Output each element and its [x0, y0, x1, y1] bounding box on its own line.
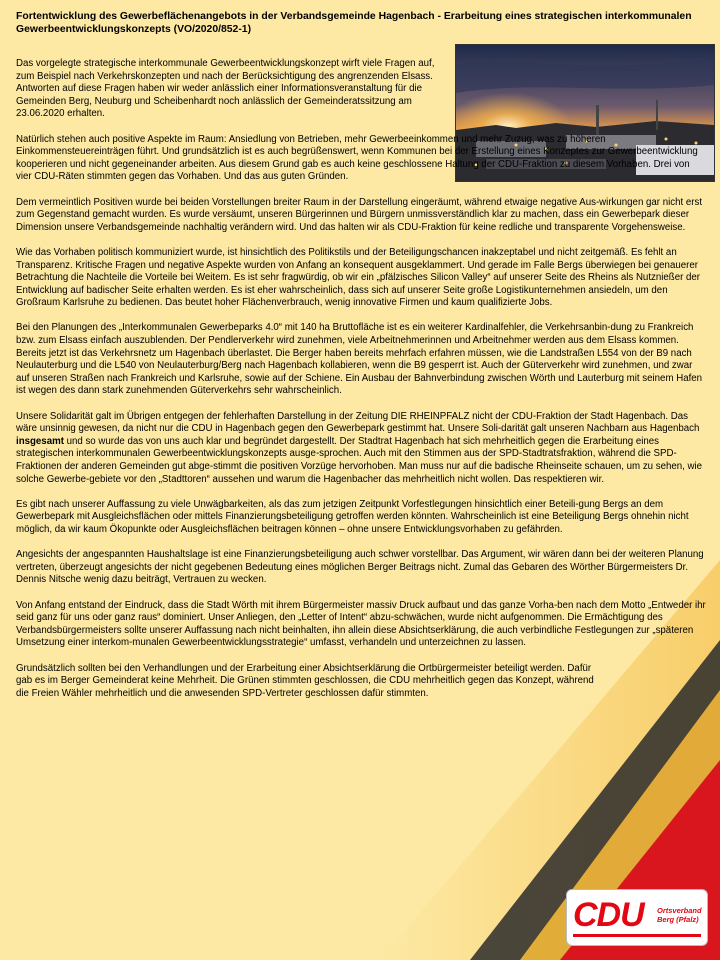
paragraph-6-part-2: und so wurde das von uns auch klar und begründet dargestellt. Der Stadtrat Hagenbach hat sich mehrheitlich gegen die Erarbeitung eines strategischen interkommunalen Gewerbeentwicklungskonzepts ausge-sprochen. Auch mit den Stimmen aus der SPD-Stadtratsfraktion, während die SPD-Fraktionen der anderen Gemeinden gut abge-stimmt die positiven Vorzüge hervorhoben. Man muss nur auf die badische Rheinseite schauen, um zu sehen, wie solche Gewerbe-gebiete vor den „Stadttoren“ aussehen und warum die Hagenbacher das mehrheitlich nicht wollen. Das respektieren wir. [16, 435, 703, 485]
logo-wordmark: CDU [573, 896, 644, 934]
logo-underline [573, 934, 701, 937]
article-body [16, 58, 706, 713]
paragraph-5: Bei den Planungen des „Interkommunalen Gewerbeparks 4.0“ mit 140 ha Bruttofläche ist es ein weiterer Kardinalfehler, die Verkehrsanbin-dung zu Frankreich bzw. zum Elsass einfach auszublenden. Der Pendlerverkehr wird zunehmen, viele Arbeitnehmerinnen und Arbeitnehmer werden aus dem Elsass kommen. Bereits jetzt ist das Verkehrsnetz um Hagenbach überlastet. Die Berger haben bereits mehrfach erfahren müssen, wie die Landstraßen L554 von der B9 nach Neulauterburg und die L540 von Neulauterburg/Berg nach Hagenbach kollabieren, wenn die B9 gesperrt ist. Auch der Güterverkehr wird zunehmen, und zwar auf unseren Straßen nach Frankreich und Karlsruhe, sowie auf der Schiene. Ein Ausbau der Bahnverbindung zwischen Wörth und Lauterburg mit seinem Hafen ist wegen des dann stark zunehmenden Güterverkehrs sehr wahrscheinlich. [16, 322, 703, 397]
paragraph-6-emphasis: insgesamt [16, 435, 64, 447]
paragraph-8: Angesichts der angespannten Haushaltslage ist eine Finanzierungsbeteiligung auch schwer vorstellbar. Das Argument, wir wären dann bei der weiteren Planung vertreten, überzeugt angesichts der nicht gegebenen Bedeutung eines möglichen Berger Beitrags nicht. Zumal das Gebaren des Wörther Bürgermeisters Dr. Dennis Nitsche wenig dazu beiträgt, Vertrauen zu wecken. [16, 549, 704, 586]
paragraph-6-part-1: Unsere Solidarität galt im Übrigen entgegen der fehlerhaften Darstellung in der Zeitung DIE RHEINPFALZ nicht der CDU-Fraktion der Stadt Hagenbach. Das wäre unsinnig gewesen, da nicht nur die CDU in Hagenbach gegen den Gewerbepark gestimmt hat. Unsere Soli-darität galt unseren Nachbarn aus Hagenbach [16, 410, 700, 435]
cdu-logo [566, 889, 708, 946]
paragraph-2: Natürlich stehen auch positive Aspekte im Raum: Ansiedlung von Betrieben, mehr Gewerbeeinkommen und mehr Zuzug, was zu höheren Einkommensteuereinträgen führt. Und grundsätzlich ist es auch begrüßenswert, wenn Kommunen bei der Erstellung eines Konzeptes zur Gewerbeentwicklung kooperieren und nicht gegeneinander arbeiten. Aus diesem Grund gab es auch keine geschlossene Haltung der CDU-Fraktion zu diesem Vorhaben. Drei von vier CDU-Räten stimmten gegen das Vorhaben. Und das aus guten Gründen. [16, 133, 698, 183]
paragraph-4: Wie das Vorhaben politisch kommuniziert wurde, ist hinsichtlich des Politikstils und der Beteiligungschancen inakzeptabel und nicht zeitgemäß. Es fehlt an Transparenz. Kritische Fragen und negative Aspekte wurden von Anfang an konsequent ausgeklammert. Und gerade im Falle Bergs überwiegen bei genauerer Betrachtung die Nachteile die Vorteile bei Weitem. Es ist sehr fragwürdig, ob wir ein „pfälzisches Silicon Valley“ auf unserer Seite des Rheins als Nutznießer der Entwicklung auf badischer Seite erhalten werden. Es ist eher wahrscheinlich, dass sich auf unserer Seite große Logistikunternehmen ansiedeln, um den Großraum Karlsruhe zu bedienen. Das beutet hoher Flächenverbrauch, wenig innovative Firmen und kaum qualifizierte Jobs. [16, 246, 701, 309]
paragraph-6 [16, 411, 706, 487]
paragraph-3: Dem vermeintlich Positiven wurde bei beiden Vorstellungen breiter Raum in der Darstellung eingeräumt, während etwaige negative Aus-wirkungen gar nicht erst zum Gegenstand gemacht wurden. Es wurde versäumt, unseren Bürgerinnen und Bürgern unmissverständlich klar zu machen, dass ein Gewerbepark dieser Dimension unsere Verbandsgemeinde nachhaltig verändern wird. Und das halten wir als CDU-Fraktion für keine redliche und transparente Vorgehensweise. [16, 196, 703, 233]
document-title: Fortentwicklung des Gewerbeflächenangebots in der Verbandsgemeinde Hagenbach - Erarbeitung eines strategischen interkommunalen Gewerbeentwicklungskonzepts (VO/2020/852-1) [16, 11, 692, 35]
logo-subtitle [657, 906, 705, 924]
paragraph-9: Von Anfang entstand der Eindruck, dass die Stadt Wörth mit ihrem Bürgermeister massiv Druck aufbaut und das ganze Vorha-ben nach dem Motto „Entweder ihr seid ganz für uns oder ganz raus“ dominiert. Unser Anliegen, den „Letter of Intent“ abzu-schwächen, wurde nicht aufgenommen. Die Ermächtigung des Verbandsbürgermeisters sollte unserer Auffassung nach nicht beinhalten, ihn allein diese Absichtserklärung, die auch verbindliche Festlegungen zur „späteren Umsetzung einer interkom-munalen Gewerbeentwicklungsstrategie“ umfasst, verhandeln und unterzeichnen zu lassen. [16, 599, 706, 649]
paragraph-1: Das vorgelegte strategische interkommunale Gewerbeentwicklungskonzept wirft viele Fragen auf, zum Beispiel nach Verkehrskonzepten und nach der Berücksichtigung des angrenzenden Elsass. Antworten auf diese Fragen haben wir weder anlässlich einer Informationsveranstaltung für die Gemeinden Berg, Neuburg und Scheibenhardt noch anlässlich der Gemeinderatssitzung am 23.06.2020 erhalten. [16, 58, 435, 120]
logo-line-1: Ortsverband [657, 906, 702, 915]
paragraph-7: Es gibt nach unserer Auffassung zu viele Unwägbarkeiten, als das zum jetzigen Zeitpunkt Vorfestlegungen hinsichtlich einer Beteili-gung Bergs an dem Gewerbepark mit Ausgleichsflächen oder mittels Finanzierungsbeteiligung getroffen werden könnten. Wahrscheinlich ist eine Beteiligung Bergs ohnehin nicht möglich, da wir kaum Ökopunkte oder Ausgleichsflächen beitragen können – ohne unsere Entwicklungsvorhaben zu gefährden. [16, 498, 689, 535]
paragraph-10: Grundsätzlich sollten bei den Verhandlungen und der Erarbeitung einer Absichtserklärung die Ortbürgermeister beteiligt werden. Dafür gab es im Berger Gemeinderat keine Mehrheit. Die Grünen stimmten geschlossen, die CDU mehrheitlich gegen das Konzept, während die Freien Wähler mehrheitlich und die anwesenden SPD-Vertreter geschlossen dafür stimmten. [16, 662, 594, 699]
logo-line-2: Berg (Pfalz) [657, 915, 699, 924]
